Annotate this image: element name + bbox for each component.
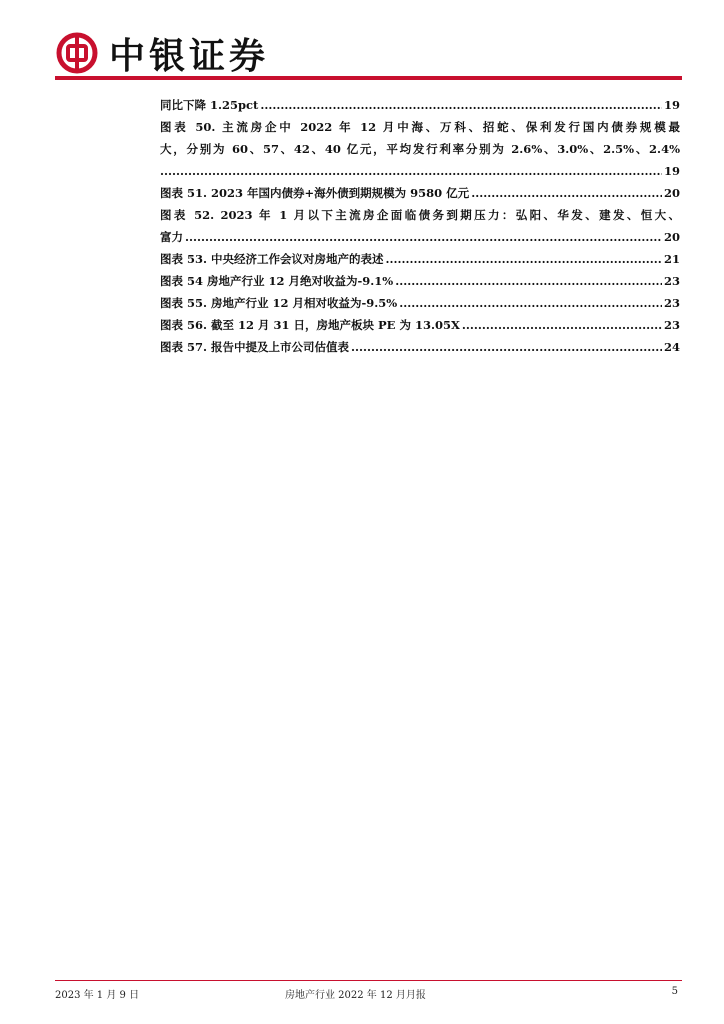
toc-entry-page: 23 <box>663 318 680 332</box>
bank-of-china-logo-icon <box>55 31 99 75</box>
toc-entry-title: 图表 57. 报告中提及上市公司估值表 <box>160 340 350 354</box>
dot-leader <box>160 160 662 182</box>
toc-entry-title: 图表 55. 房地产行业 12 月相对收益为-9.5% <box>160 296 398 310</box>
toc-entry[interactable] <box>160 116 680 182</box>
dot-leader <box>260 94 662 116</box>
toc-entry-page: 20 <box>663 230 680 244</box>
footer-date: 2023 年 1 月 9 日 <box>55 990 140 1001</box>
dot-leader <box>185 226 662 248</box>
toc-entry[interactable] <box>160 182 680 204</box>
toc-entry-title: 图表 51. 2023 年国内债券+海外债到期规模为 9580 亿元 <box>160 186 470 200</box>
toc-entry-title-cont: 大，分别为 60、57、42、40 亿元，平均发行利率分别为 2.6%、3.0%、2.5%、2.4% <box>160 142 680 156</box>
dot-leader <box>471 182 662 204</box>
toc-entry-title: 图表 56. 截至 12 月 31 日，房地产板块 PE 为 13.05X <box>160 318 460 332</box>
dot-leader <box>395 270 662 292</box>
toc-entry-page: 20 <box>663 186 680 200</box>
toc-entry-title: 图表 54 房地产行业 12 月绝对收益为-9.1% <box>160 274 394 288</box>
dot-leader <box>351 336 662 358</box>
dot-leader <box>462 314 662 336</box>
footer-report-title: 房地产行业 2022 年 12 月月报 <box>285 990 426 1001</box>
toc-entry-page: 19 <box>663 98 680 112</box>
dot-leader <box>399 292 662 314</box>
brand-name: 中银证券 <box>109 35 270 77</box>
footer-divider <box>55 980 682 981</box>
toc-entry-page: 23 <box>663 296 680 310</box>
toc-entry[interactable] <box>160 336 680 358</box>
toc-entry[interactable] <box>160 248 680 270</box>
toc-entry-page: 24 <box>663 340 680 354</box>
toc-entry-title: 同比下降 1.25pct <box>160 98 259 112</box>
toc-entry[interactable] <box>160 270 680 292</box>
toc-entry[interactable] <box>160 204 680 248</box>
page-header <box>55 28 269 78</box>
dot-leader <box>386 248 662 270</box>
toc-entry-page: 19 <box>663 164 680 178</box>
toc-entry-title: 图表 50. 主流房企中 2022 年 12 月中海、万科、招蛇、保利发行国内债券规模最 <box>160 120 680 134</box>
toc-entry-title: 图表 53. 中央经济工作会议对房地产的表述 <box>160 252 384 266</box>
toc-entry-title: 图表 52. 2023 年 1 月以下主流房企面临债务到期压力：弘阳、华发、建发、恒大、 <box>160 208 680 222</box>
toc-entry[interactable] <box>160 314 680 336</box>
header-divider <box>55 76 682 80</box>
toc-entry-page: 23 <box>663 274 680 288</box>
toc-entry[interactable] <box>160 292 680 314</box>
toc-entry[interactable] <box>160 94 680 116</box>
table-of-figures <box>160 94 680 358</box>
toc-entry-title-cont: 富力 <box>160 230 183 244</box>
toc-entry-page: 21 <box>663 252 680 266</box>
footer-page-number: 5 <box>671 986 678 997</box>
